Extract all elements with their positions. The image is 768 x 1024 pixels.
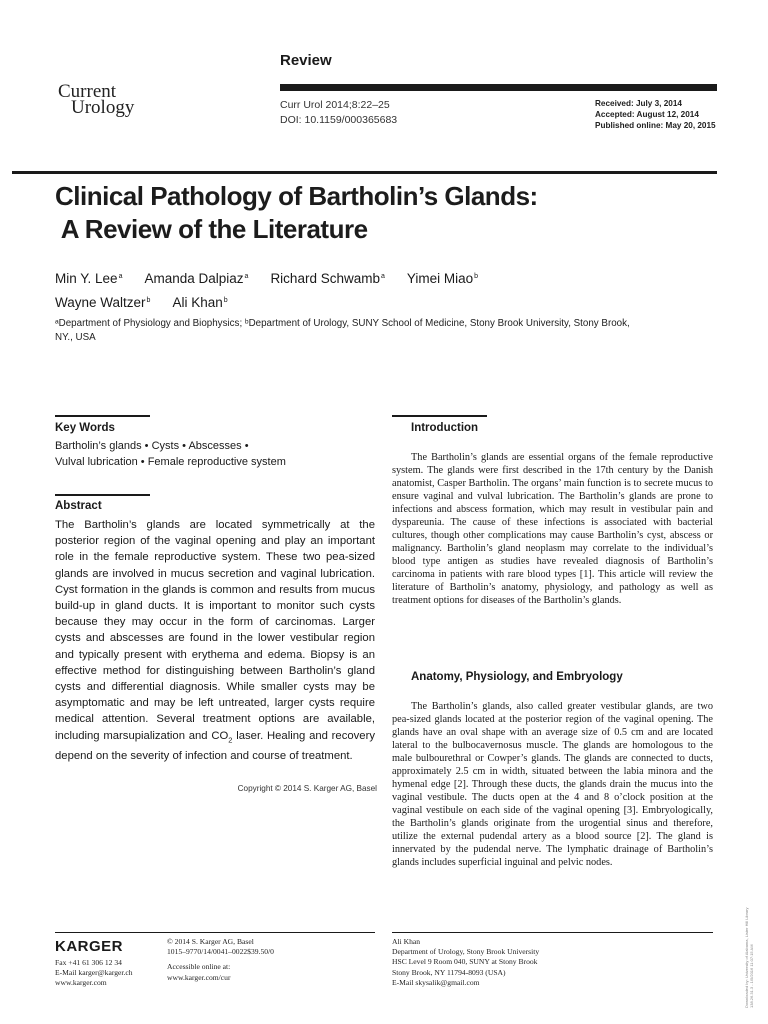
karger-logo: KARGER <box>55 938 124 955</box>
correspondence-name: Ali Khan <box>392 937 421 946</box>
download-note: Downloaded by: University of Alabama, Lister Hill Library 138.26.31.3 - 1/5/2016 11:07:15 AM <box>744 907 754 1008</box>
author-affiliation-mark: a <box>244 273 249 280</box>
accessible-url[interactable]: www.karger.com/cur <box>167 972 231 982</box>
citation: Curr Urol 2014;8:22–25 <box>280 99 390 111</box>
journal-logo <box>58 81 135 118</box>
author-name: Ali Khan <box>172 295 223 310</box>
footer-rule-right <box>392 932 713 933</box>
author <box>172 290 227 314</box>
received-date: Received: July 3, 2014 <box>595 99 682 108</box>
citation-block <box>280 98 397 128</box>
introduction-heading: Introduction <box>411 422 479 434</box>
abstract-text <box>55 517 375 764</box>
published-date: Published online: May 20, 2015 <box>595 121 716 130</box>
keywords-rule <box>55 415 150 417</box>
keywords-line-2: Vulval lubrication • Female reproductive system <box>55 456 286 468</box>
abstract-body-end: laser. Healing and recovery depend on the severity of infection and course of treatment. <box>55 729 375 763</box>
accepted-date: Accepted: August 12, 2014 <box>595 110 699 119</box>
author-name: Yimei Miao <box>406 271 474 286</box>
author-affiliation-mark: b <box>146 297 151 304</box>
correspondence-email[interactable]: E-Mail skysalik@gmail.com <box>392 977 480 987</box>
abstract-heading: Abstract <box>55 500 102 512</box>
correspondence-block <box>392 937 539 988</box>
author-affiliation-mark: b <box>474 273 479 280</box>
fax: Fax +41 61 306 12 34 <box>55 958 122 967</box>
footer-rule-left <box>55 932 375 933</box>
author-name: Amanda Dalpiaz <box>144 271 244 286</box>
author-affiliation-mark: b <box>223 297 228 304</box>
article-title <box>55 180 538 246</box>
anatomy-heading: Anatomy, Physiology, and Embryology <box>411 671 623 683</box>
author <box>55 290 150 314</box>
publisher-website[interactable]: www.karger.com <box>55 978 107 988</box>
author <box>407 266 478 290</box>
author-name: Richard Schwamb <box>270 271 380 286</box>
logo-line-2: Urology <box>71 97 135 118</box>
title-rule <box>12 171 717 174</box>
abstract-body: The Bartholin’s glands are located symmetrically at the posterior region of the vaginal opening and play an important role in the female reproductive system. These two pea-sized glands are involved in mucus secretion and vaginal lubrication. Cyst formation in the glands is common and results from mucus build-up in gland ducts. It is important to monitor such cysts because they may occur in the form of carcinomas. Larger cysts and abscesses are found in the lower vestibular region and typically present with erythema and edema. Biopsy is an effective method for distinguishing between Bartholin’s gland cysts and differential diagnosis. While smaller cysts may be asymptomatic and may be left untreated, larger cysts require medical attention. Several treatment options are available, including marsupialization and CO <box>55 519 375 742</box>
author-affiliation-mark: a <box>118 273 123 280</box>
anatomy-text: The Bartholin’s glands, also called greater vestibular glands, are two pea-sized glands located at the posterior region of the vaginal opening. The glands have an oval shape with an average size of 0.5 cm and are located lateral to the bulbocavernosus muscle. The glands are homologous to the male bulbourethral or Cowper’s glands. The glands are connected to ducts, approximately 2.5 cm in width, situated between the labia minora and the hymenal edge [2]. Through these ducts, the glands drain the mucus into the vaginal vestibule. The ducts open at the 4 and 8 o’clock position at the vaginal vestibule on each side of the vaginal opening [3]. Embryologically, the Bartholin’s glands originate from the urogential sinus and therefore, utilize the external pudendal artery as a blood source [2]. The gland is innervated by the pudendal nerve. The lymphatic drainage of Bartholin’s glands includes superficial inguinal and pelvic nodes. <box>392 701 713 868</box>
doi[interactable]: DOI: 10.1159/000365683 <box>280 114 398 126</box>
intro-rule <box>392 415 487 417</box>
keywords-heading: Key Words <box>55 422 115 434</box>
introduction-text: The Bartholin’s glands are essential organs of the female reproductive system. The glands were first described in the 17th century by the Danish anatomist, Casper Bartholin. The organs’ main function is to secrete mucus to ensure vaginal and vulval lubrication. The Bartholin’s glands are prone to infections and abscess formation, which may result in vestibular pain and dyspareunia. The cause of these infections is associated with bacterial cultures, though other complications may cause Bartholin’s cyst, abscess or malignancy. Bartholin’s gland neoplasm may correlate to the individual’s blood type antigen as studies have revealed diagnosis of Bartholin’s carcinoma in patients with rare blood types [1]. This article will review the literature of Bartholin’s anatomy, physiology, and pathology as well as treatment options for diseases of the Bartholin’s glands. <box>392 452 713 606</box>
copyright-block <box>167 937 274 983</box>
author-affiliation-mark: a <box>380 273 385 280</box>
author-list <box>55 266 500 314</box>
keywords-line-1: Bartholin’s glands • Cysts • Abscesses • <box>55 440 249 452</box>
correspondence-line-2: HSC Level 9 Room 040, SUNY at Stony Brook <box>392 957 538 967</box>
correspondence-line-3: Stony Brook, NY 11794-8093 (USA) <box>392 967 506 977</box>
logo-line-1: Current <box>58 81 117 102</box>
author-name: Wayne Waltzer <box>55 295 146 310</box>
accessible-label: Accessible online at: <box>167 962 231 972</box>
author <box>55 266 122 290</box>
author-name: Min Y. Lee <box>55 271 118 286</box>
affiliations: ᵃDepartment of Physiology and Biophysics; ᵇDepartment of Urology, SUNY School of Medicine, Stony Brook University, Stony Brook, NY., USA <box>55 318 630 343</box>
publisher-email[interactable]: E-Mail karger@karger.ch <box>55 968 133 978</box>
abstract-copyright: Copyright © 2014 S. Karger AG, Basel <box>237 784 377 793</box>
keywords-list <box>55 438 385 470</box>
dates-block <box>595 98 716 131</box>
title-line-2: A Review of the Literature <box>55 214 368 244</box>
correspondence-line-1: Department of Urology, Stony Brook University <box>392 947 540 957</box>
section-label: Review <box>280 52 332 69</box>
issn: 1015–9770/14/0041–0022$39.50/0 <box>167 947 274 957</box>
author <box>144 266 248 290</box>
footer-copyright: © 2014 S. Karger AG, Basel <box>167 937 254 946</box>
abstract-subscript: 2 <box>228 734 233 744</box>
title-line-1: Clinical Pathology of Bartholin’s Glands: <box>55 181 538 211</box>
abstract-rule <box>55 494 150 496</box>
header-bar <box>280 84 717 91</box>
publisher-contact <box>55 958 133 989</box>
author <box>270 266 384 290</box>
